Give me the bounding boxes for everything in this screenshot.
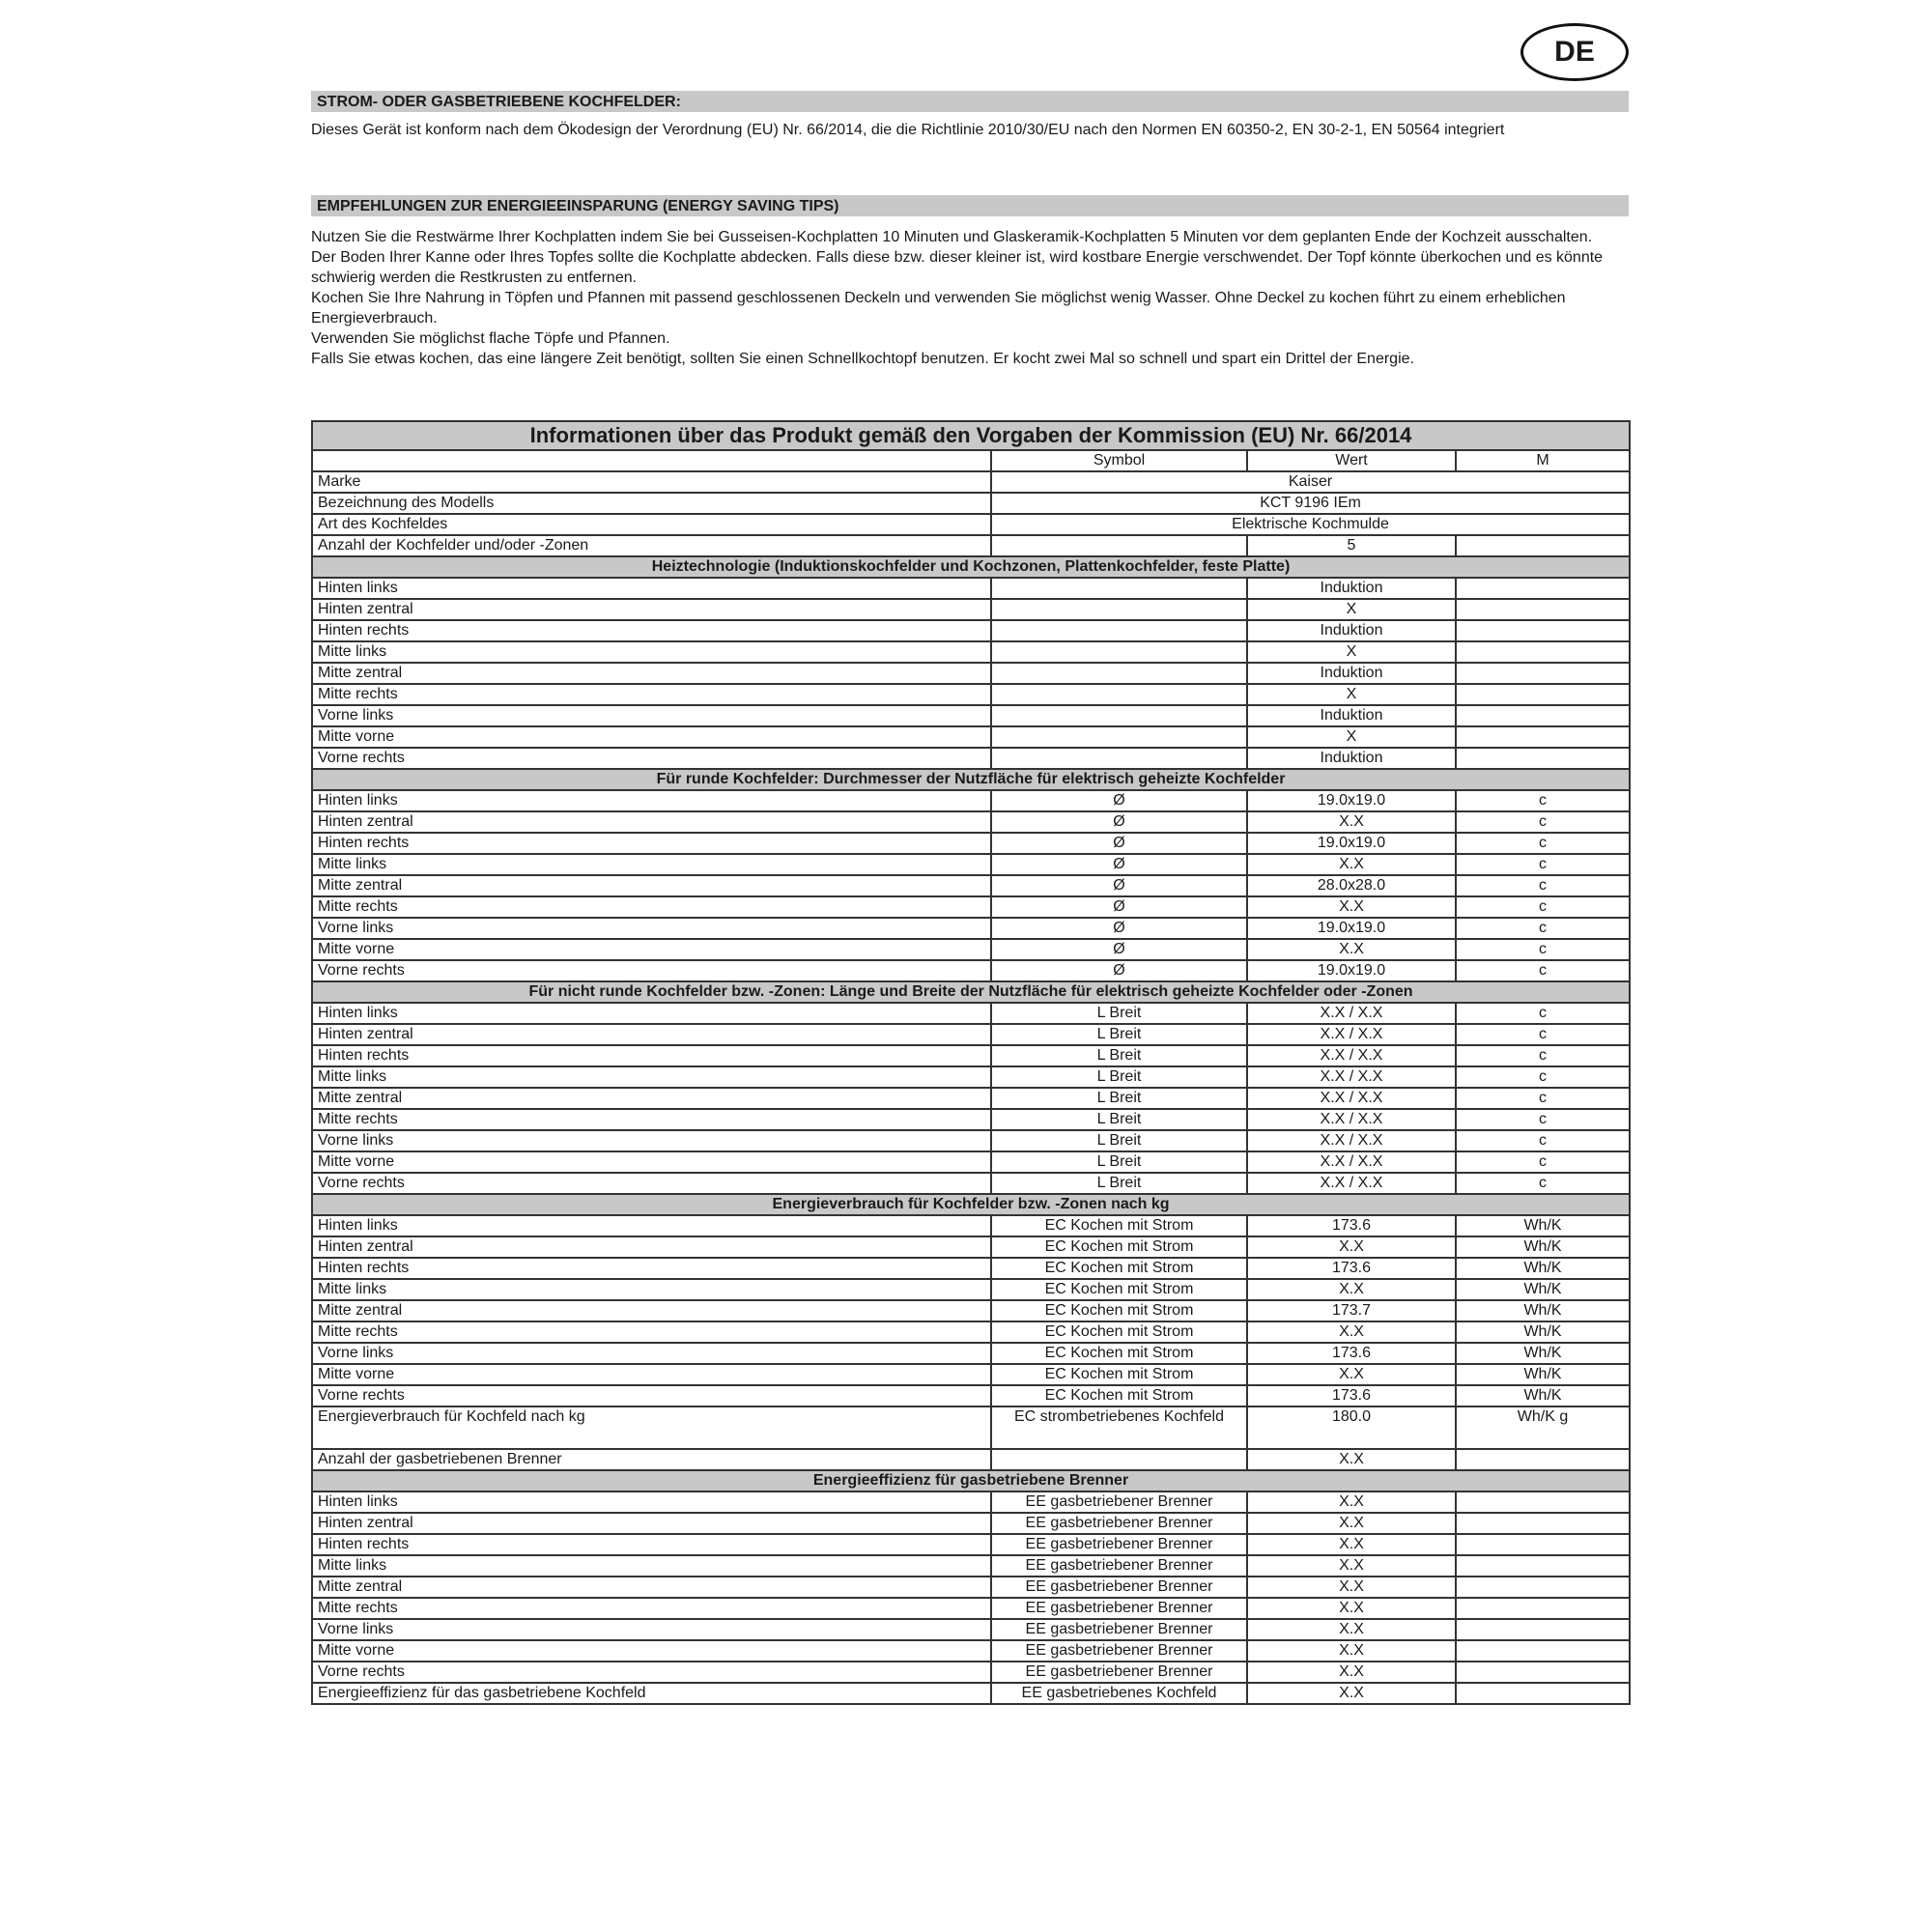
row-value: Induktion bbox=[1247, 620, 1456, 641]
row-symbol: EC Kochen mit Strom bbox=[991, 1385, 1247, 1406]
table-section-label: Energieeffizienz für gasbetriebene Brenner bbox=[312, 1470, 1630, 1492]
row-label: Hinten rechts bbox=[312, 620, 991, 641]
row-unit bbox=[1456, 1598, 1630, 1619]
table-row bbox=[312, 663, 1630, 684]
row-symbol: EE gasbetriebener Brenner bbox=[991, 1598, 1247, 1619]
table-row bbox=[312, 748, 1630, 769]
row-value: X.X / X.X bbox=[1247, 1173, 1456, 1194]
row-value: X.X bbox=[1247, 1449, 1456, 1470]
row-unit bbox=[1456, 620, 1630, 641]
row-label: Mitte links bbox=[312, 854, 991, 875]
row-label: Art des Kochfeldes bbox=[312, 514, 991, 535]
table-row bbox=[312, 1088, 1630, 1109]
table-row bbox=[312, 896, 1630, 918]
row-value: Induktion bbox=[1247, 663, 1456, 684]
row-symbol bbox=[991, 705, 1247, 726]
row-label: Vorne rechts bbox=[312, 960, 991, 981]
row-unit: c bbox=[1456, 896, 1630, 918]
table-title: Informationen über das Produkt gemäß den Vorgaben der Kommission (EU) Nr. 66/2014 bbox=[312, 421, 1630, 450]
table-row bbox=[312, 1236, 1630, 1258]
row-label: Mitte links bbox=[312, 641, 991, 663]
column-header-symbol: Symbol bbox=[991, 450, 1247, 471]
row-value: 19.0x19.0 bbox=[1247, 960, 1456, 981]
row-symbol bbox=[991, 578, 1247, 599]
row-unit: c bbox=[1456, 875, 1630, 896]
table-row bbox=[312, 1662, 1630, 1683]
row-unit: c bbox=[1456, 1088, 1630, 1109]
table-row bbox=[312, 684, 1630, 705]
row-unit bbox=[1456, 1683, 1630, 1704]
tip-paragraph: Verwenden Sie möglichst flache Töpfe und Pfannen. bbox=[311, 330, 670, 347]
row-value: KCT 9196 IEm bbox=[991, 493, 1630, 514]
row-value: X.X / X.X bbox=[1247, 1045, 1456, 1066]
row-unit: c bbox=[1456, 854, 1630, 875]
table-row bbox=[312, 1300, 1630, 1321]
row-value: X bbox=[1247, 726, 1456, 748]
row-unit: c bbox=[1456, 790, 1630, 811]
conformity-paragraph: Dieses Gerät ist konform nach dem Ökodesign der Verordnung (EU) Nr. 66/2014, die die Richtlinie 2010/30/EU nach den Normen EN 60350-2, EN 30-2-1, EN 50564 integriert bbox=[311, 122, 1505, 138]
table-row bbox=[312, 578, 1630, 599]
row-value: 173.6 bbox=[1247, 1385, 1456, 1406]
row-label: Hinten rechts bbox=[312, 1258, 991, 1279]
table-row bbox=[312, 875, 1630, 896]
row-label: Vorne rechts bbox=[312, 1173, 991, 1194]
row-label: Hinten links bbox=[312, 790, 991, 811]
row-unit bbox=[1456, 641, 1630, 663]
row-value: X bbox=[1247, 684, 1456, 705]
table-row bbox=[312, 641, 1630, 663]
table-section-row bbox=[312, 556, 1630, 578]
row-unit: c bbox=[1456, 1173, 1630, 1194]
row-unit: Wh/K bbox=[1456, 1258, 1630, 1279]
row-label: Mitte rechts bbox=[312, 1598, 991, 1619]
table-row bbox=[312, 1534, 1630, 1555]
row-symbol: L Breit bbox=[991, 1109, 1247, 1130]
column-header-unit: M bbox=[1456, 450, 1630, 471]
row-symbol: L Breit bbox=[991, 1130, 1247, 1151]
row-symbol: EC Kochen mit Strom bbox=[991, 1364, 1247, 1385]
row-label: Bezeichnung des Modells bbox=[312, 493, 991, 514]
row-unit: Wh/K bbox=[1456, 1279, 1630, 1300]
table-row bbox=[312, 1598, 1630, 1619]
row-unit: c bbox=[1456, 1024, 1630, 1045]
row-symbol: EC Kochen mit Strom bbox=[991, 1279, 1247, 1300]
table-section-label: Für nicht runde Kochfelder bzw. -Zonen: Länge und Breite der Nutzfläche für elektrisch geheizte Kochfelder oder -Zonen bbox=[312, 981, 1630, 1003]
table-section-label: Heiztechnologie (Induktionskochfelder und Kochzonen, Plattenkochfelder, feste Platte) bbox=[312, 556, 1630, 578]
tip-paragraph: Kochen Sie Ihre Nahrung in Töpfen und Pfannen mit passend geschlossenen Deckeln und verwenden Sie möglichst wenig Wasser. Ohne Deckel zu kochen führt zu einem erheblichen Energieverbrauch. bbox=[311, 290, 1566, 327]
table-row bbox=[312, 811, 1630, 833]
tip-paragraph: Falls Sie etwas kochen, das eine längere Zeit benötigt, sollten Sie einen Schnellkochtopf benutzen. Er kocht zwei Mal so schnell und spart ein Drittel der Energie. bbox=[311, 351, 1414, 367]
row-symbol bbox=[991, 748, 1247, 769]
table-title-row bbox=[312, 421, 1630, 450]
row-symbol: L Breit bbox=[991, 1003, 1247, 1024]
row-label: Vorne rechts bbox=[312, 748, 991, 769]
row-label: Hinten zentral bbox=[312, 1513, 991, 1534]
row-label: Vorne rechts bbox=[312, 1662, 991, 1683]
row-symbol: L Breit bbox=[991, 1066, 1247, 1088]
row-unit bbox=[1456, 1492, 1630, 1513]
table-row bbox=[312, 1513, 1630, 1534]
table-section-row bbox=[312, 769, 1630, 790]
row-unit: c bbox=[1456, 833, 1630, 854]
row-unit: c bbox=[1456, 918, 1630, 939]
row-unit bbox=[1456, 726, 1630, 748]
row-label: Mitte vorne bbox=[312, 726, 991, 748]
table-row bbox=[312, 1045, 1630, 1066]
row-value: 180.0 bbox=[1247, 1406, 1456, 1449]
table-row bbox=[312, 854, 1630, 875]
table-section-row bbox=[312, 1194, 1630, 1215]
table-row bbox=[312, 1066, 1630, 1088]
row-unit bbox=[1456, 1640, 1630, 1662]
table-row bbox=[312, 939, 1630, 960]
row-symbol: EC Kochen mit Strom bbox=[991, 1258, 1247, 1279]
row-value: 19.0x19.0 bbox=[1247, 918, 1456, 939]
table-section-row bbox=[312, 981, 1630, 1003]
row-value: Kaiser bbox=[991, 471, 1630, 493]
row-label: Hinten zentral bbox=[312, 599, 991, 620]
table-row bbox=[312, 1385, 1630, 1406]
row-symbol: EE gasbetriebener Brenner bbox=[991, 1577, 1247, 1598]
row-label: Mitte zentral bbox=[312, 1300, 991, 1321]
row-symbol: EE gasbetriebener Brenner bbox=[991, 1492, 1247, 1513]
row-symbol bbox=[991, 641, 1247, 663]
table-row bbox=[312, 705, 1630, 726]
row-unit: c bbox=[1456, 1045, 1630, 1066]
row-label: Anzahl der Kochfelder und/oder -Zonen bbox=[312, 535, 991, 556]
row-label: Hinten zentral bbox=[312, 1236, 991, 1258]
row-label: Anzahl der gasbetriebenen Brenner bbox=[312, 1449, 991, 1470]
row-label: Mitte links bbox=[312, 1066, 991, 1088]
row-symbol: EE gasbetriebener Brenner bbox=[991, 1513, 1247, 1534]
row-symbol: Ø bbox=[991, 833, 1247, 854]
table-row bbox=[312, 918, 1630, 939]
row-label: Hinten rechts bbox=[312, 833, 991, 854]
row-unit bbox=[1456, 599, 1630, 620]
product-info-table bbox=[311, 420, 1631, 1705]
row-symbol: EC Kochen mit Strom bbox=[991, 1236, 1247, 1258]
tip-paragraph: Der Boden Ihrer Kanne oder Ihres Topfes sollte die Kochplatte abdecken. Falls diese bzw. dieser kleiner ist, wird kostbare Energie verschwendet. Der Topf könnte überkochen und es könnte schwierig werden die Restkrusten zu entfernen. bbox=[311, 249, 1604, 286]
row-unit: c bbox=[1456, 1066, 1630, 1088]
row-unit: Wh/K bbox=[1456, 1215, 1630, 1236]
column-header bbox=[312, 450, 991, 471]
table-row bbox=[312, 726, 1630, 748]
row-value: 19.0x19.0 bbox=[1247, 790, 1456, 811]
row-symbol: L Breit bbox=[991, 1045, 1247, 1066]
row-label: Marke bbox=[312, 471, 991, 493]
row-value: X.X / X.X bbox=[1247, 1024, 1456, 1045]
row-value: X.X bbox=[1247, 1534, 1456, 1555]
row-value: X.X / X.X bbox=[1247, 1151, 1456, 1173]
row-label: Vorne links bbox=[312, 918, 991, 939]
table-row bbox=[312, 1492, 1630, 1513]
row-unit: c bbox=[1456, 939, 1630, 960]
table-row bbox=[312, 471, 1630, 493]
table-row bbox=[312, 1279, 1630, 1300]
row-value: X.X bbox=[1247, 1279, 1456, 1300]
table-row bbox=[312, 1003, 1630, 1024]
table-row bbox=[312, 620, 1630, 641]
row-value: X.X bbox=[1247, 1364, 1456, 1385]
row-unit bbox=[1456, 1534, 1630, 1555]
row-symbol: Ø bbox=[991, 854, 1247, 875]
row-unit bbox=[1456, 1577, 1630, 1598]
table-row bbox=[312, 493, 1630, 514]
row-symbol bbox=[991, 726, 1247, 748]
row-unit: Wh/K bbox=[1456, 1236, 1630, 1258]
table-row bbox=[312, 1364, 1630, 1385]
row-value: X bbox=[1247, 641, 1456, 663]
table-row bbox=[312, 833, 1630, 854]
row-label: Hinten links bbox=[312, 1215, 991, 1236]
row-value: X.X bbox=[1247, 1640, 1456, 1662]
row-value: 173.6 bbox=[1247, 1343, 1456, 1364]
row-unit: Wh/K g bbox=[1456, 1406, 1630, 1449]
row-symbol: EC Kochen mit Strom bbox=[991, 1321, 1247, 1343]
row-value: X.X / X.X bbox=[1247, 1130, 1456, 1151]
row-value: X.X bbox=[1247, 1662, 1456, 1683]
table-row bbox=[312, 1215, 1630, 1236]
row-value: Induktion bbox=[1247, 748, 1456, 769]
row-symbol: Ø bbox=[991, 790, 1247, 811]
row-unit bbox=[1456, 535, 1630, 556]
table-row bbox=[312, 1683, 1630, 1704]
row-label: Hinten links bbox=[312, 1003, 991, 1024]
row-symbol: EE gasbetriebener Brenner bbox=[991, 1662, 1247, 1683]
row-symbol: Ø bbox=[991, 896, 1247, 918]
row-value: X.X bbox=[1247, 1577, 1456, 1598]
row-label: Mitte vorne bbox=[312, 939, 991, 960]
row-unit: c bbox=[1456, 960, 1630, 981]
table-section-label: Energieverbrauch für Kochfelder bzw. -Zonen nach kg bbox=[312, 1194, 1630, 1215]
row-symbol: L Breit bbox=[991, 1151, 1247, 1173]
row-symbol: Ø bbox=[991, 811, 1247, 833]
row-value: X.X bbox=[1247, 1598, 1456, 1619]
row-value: X.X bbox=[1247, 1513, 1456, 1534]
row-symbol bbox=[991, 599, 1247, 620]
row-unit bbox=[1456, 748, 1630, 769]
row-value: Induktion bbox=[1247, 705, 1456, 726]
row-symbol: EC Kochen mit Strom bbox=[991, 1343, 1247, 1364]
row-symbol: EC Kochen mit Strom bbox=[991, 1215, 1247, 1236]
tip-paragraph: Nutzen Sie die Restwärme Ihrer Kochplatten indem Sie bei Gusseisen-Kochplatten 10 Minuten und Glaskeramik-Kochplatten 5 Minuten vor dem geplanten Ende der Kochzeit ausschalten. bbox=[311, 229, 1593, 245]
row-label: Mitte zentral bbox=[312, 663, 991, 684]
row-label: Mitte links bbox=[312, 1555, 991, 1577]
row-label: Energieverbrauch für Kochfeld nach kg bbox=[312, 1406, 991, 1449]
row-value: X.X / X.X bbox=[1247, 1003, 1456, 1024]
table-row bbox=[312, 1449, 1630, 1470]
row-label: Mitte zentral bbox=[312, 1088, 991, 1109]
table-row bbox=[312, 1109, 1630, 1130]
row-label: Hinten rechts bbox=[312, 1534, 991, 1555]
row-unit: c bbox=[1456, 1109, 1630, 1130]
row-label: Mitte zentral bbox=[312, 1577, 991, 1598]
row-symbol bbox=[991, 684, 1247, 705]
row-label: Hinten links bbox=[312, 1492, 991, 1513]
row-symbol: EE gasbetriebenes Kochfeld bbox=[991, 1683, 1247, 1704]
row-value: X.X bbox=[1247, 1492, 1456, 1513]
table-row bbox=[312, 1130, 1630, 1151]
row-unit: Wh/K bbox=[1456, 1321, 1630, 1343]
row-symbol: EC strombetriebenes Kochfeld bbox=[991, 1406, 1247, 1449]
row-unit bbox=[1456, 1449, 1630, 1470]
row-label: Energieeffizienz für das gasbetriebene Kochfeld bbox=[312, 1683, 991, 1704]
row-label: Hinten rechts bbox=[312, 1045, 991, 1066]
row-value: X.X bbox=[1247, 896, 1456, 918]
table-row bbox=[312, 1406, 1630, 1449]
table-row bbox=[312, 1619, 1630, 1640]
row-symbol: EE gasbetriebener Brenner bbox=[991, 1619, 1247, 1640]
row-unit: c bbox=[1456, 811, 1630, 833]
row-value: X.X / X.X bbox=[1247, 1109, 1456, 1130]
row-value: Induktion bbox=[1247, 578, 1456, 599]
table-row bbox=[312, 1151, 1630, 1173]
row-symbol: Ø bbox=[991, 960, 1247, 981]
row-unit: c bbox=[1456, 1130, 1630, 1151]
table-row bbox=[312, 1555, 1630, 1577]
energy-tips bbox=[311, 227, 1629, 369]
row-label: Mitte rechts bbox=[312, 684, 991, 705]
column-header-row bbox=[312, 450, 1630, 471]
section-heading-energy-tips: EMPFEHLUNGEN ZUR ENERGIEEINSPARUNG (ENERGY SAVING TIPS) bbox=[311, 195, 1629, 216]
row-value: X.X bbox=[1247, 1321, 1456, 1343]
row-label: Hinten links bbox=[312, 578, 991, 599]
row-label: Mitte rechts bbox=[312, 1321, 991, 1343]
row-unit: Wh/K bbox=[1456, 1300, 1630, 1321]
row-label: Mitte vorne bbox=[312, 1364, 991, 1385]
row-symbol: EE gasbetriebener Brenner bbox=[991, 1534, 1247, 1555]
row-symbol: Ø bbox=[991, 918, 1247, 939]
row-label: Hinten zentral bbox=[312, 811, 991, 833]
row-value: 173.6 bbox=[1247, 1215, 1456, 1236]
table-row bbox=[312, 790, 1630, 811]
country-badge: DE bbox=[1520, 23, 1629, 81]
row-value: Elektrische Kochmulde bbox=[991, 514, 1630, 535]
row-value: 173.6 bbox=[1247, 1258, 1456, 1279]
row-symbol bbox=[991, 663, 1247, 684]
row-unit: Wh/K bbox=[1456, 1364, 1630, 1385]
row-symbol: Ø bbox=[991, 939, 1247, 960]
row-unit bbox=[1456, 1619, 1630, 1640]
row-symbol: L Breit bbox=[991, 1173, 1247, 1194]
row-symbol: EE gasbetriebener Brenner bbox=[991, 1555, 1247, 1577]
row-unit bbox=[1456, 1513, 1630, 1534]
row-value: X.X / X.X bbox=[1247, 1088, 1456, 1109]
row-symbol: L Breit bbox=[991, 1024, 1247, 1045]
table-row bbox=[312, 960, 1630, 981]
row-label: Vorne links bbox=[312, 1619, 991, 1640]
row-value: 28.0x28.0 bbox=[1247, 875, 1456, 896]
row-label: Mitte links bbox=[312, 1279, 991, 1300]
row-value: X.X bbox=[1247, 939, 1456, 960]
row-symbol: EE gasbetriebener Brenner bbox=[991, 1640, 1247, 1662]
table-row bbox=[312, 1577, 1630, 1598]
row-unit bbox=[1456, 663, 1630, 684]
row-value: X.X bbox=[1247, 1555, 1456, 1577]
table-row bbox=[312, 514, 1630, 535]
row-unit bbox=[1456, 578, 1630, 599]
table-section-row bbox=[312, 1470, 1630, 1492]
row-label: Vorne links bbox=[312, 705, 991, 726]
row-unit: c bbox=[1456, 1151, 1630, 1173]
row-unit: c bbox=[1456, 1003, 1630, 1024]
row-value: X.X bbox=[1247, 1683, 1456, 1704]
row-symbol bbox=[991, 620, 1247, 641]
row-value: X.X bbox=[1247, 1236, 1456, 1258]
row-value: X.X bbox=[1247, 811, 1456, 833]
row-label: Hinten zentral bbox=[312, 1024, 991, 1045]
row-symbol: L Breit bbox=[991, 1088, 1247, 1109]
row-value: X.X bbox=[1247, 1619, 1456, 1640]
row-label: Vorne rechts bbox=[312, 1385, 991, 1406]
table-row bbox=[312, 1173, 1630, 1194]
row-unit bbox=[1456, 1662, 1630, 1683]
row-unit bbox=[1456, 705, 1630, 726]
table-section-label: Für runde Kochfelder: Durchmesser der Nutzfläche für elektrisch geheizte Kochfelder bbox=[312, 769, 1630, 790]
column-header-value: Wert bbox=[1247, 450, 1456, 471]
row-label: Mitte rechts bbox=[312, 896, 991, 918]
row-value: X.X / X.X bbox=[1247, 1066, 1456, 1088]
row-unit bbox=[1456, 684, 1630, 705]
row-unit: Wh/K bbox=[1456, 1343, 1630, 1364]
row-value: 173.7 bbox=[1247, 1300, 1456, 1321]
table-row bbox=[312, 1343, 1630, 1364]
row-label: Vorne links bbox=[312, 1130, 991, 1151]
row-symbol bbox=[991, 535, 1247, 556]
row-unit: Wh/K bbox=[1456, 1385, 1630, 1406]
section-heading-hobs: STROM- ODER GASBETRIEBENE KOCHFELDER: bbox=[311, 91, 1629, 112]
row-symbol: Ø bbox=[991, 875, 1247, 896]
table-row bbox=[312, 1024, 1630, 1045]
table-row bbox=[312, 1640, 1630, 1662]
row-symbol bbox=[991, 1449, 1247, 1470]
row-label: Mitte rechts bbox=[312, 1109, 991, 1130]
row-value: X.X bbox=[1247, 854, 1456, 875]
row-value: 5 bbox=[1247, 535, 1456, 556]
row-label: Vorne links bbox=[312, 1343, 991, 1364]
row-value: X bbox=[1247, 599, 1456, 620]
row-symbol: EC Kochen mit Strom bbox=[991, 1300, 1247, 1321]
row-label: Mitte vorne bbox=[312, 1151, 991, 1173]
row-label: Mitte zentral bbox=[312, 875, 991, 896]
row-label: Mitte vorne bbox=[312, 1640, 991, 1662]
table-row bbox=[312, 1258, 1630, 1279]
table-row bbox=[312, 535, 1630, 556]
row-value: 19.0x19.0 bbox=[1247, 833, 1456, 854]
table-row bbox=[312, 1321, 1630, 1343]
row-unit bbox=[1456, 1555, 1630, 1577]
table-row bbox=[312, 599, 1630, 620]
